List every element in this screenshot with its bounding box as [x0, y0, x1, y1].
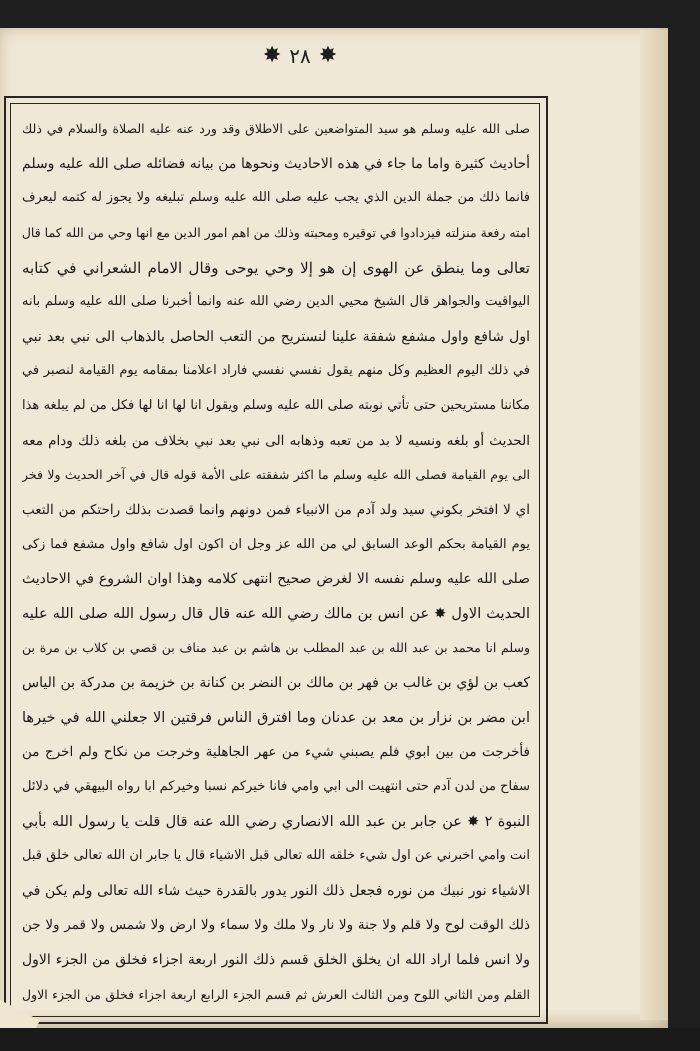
text-line: يوم القيامة بحكم الوعد السابق لي من الله عز وجل ان اكون اول شافع واول مشفع فما زكى	[22, 536, 530, 552]
text-line: انت وامي اخبرني عن اول شيء خلقه الله تعالى قبل الاشياء قال يا جابر ان الله تعالى خلق قبل	[22, 848, 530, 864]
text-line: فأخرجت من بين ابوي فلم يصبني شيء من عهر الجاهلية وخرجت من نكاح ولم اخرج من	[22, 744, 530, 761]
text-block	[22, 112, 530, 1012]
text-line: امته رفعة منزلته فيزدادوا في توقيره ومحبته وذلك من اهم امور الدين مع انها وحي من الله كما قال	[22, 224, 530, 240]
text-line: وسلم انا محمد بن عبد الله بن عبد المطلب بن هاشم بن عبد مناف بن قصي بن كلاب بن مرة بن	[22, 640, 530, 656]
text-line: في ذلك اليوم العظيم وكل منهم يقول نفسي نفسي فاراد اعلامنا بمقامه يوم القيامة لنصبر في	[22, 363, 530, 379]
text-line: القلم ومن الثاني اللوح ومن الثالث العرش ثم قسم الجزء الرابع اربعة اجزاء فخلق من الجزء الاول	[22, 986, 530, 1002]
text-line: النبوة ٢ ✸ عن جابر بن عبد الله الانصاري رضي الله عنه قال قلت يا رسول الله بأبي	[22, 813, 530, 830]
text-line: الحديث أو بلغه ونسيه لا بد من تعبه وذهابه الى نبي بعد نبي بخلاف من بلغه ذلك ودام معه	[22, 432, 530, 449]
text-line: سفاح من لدن آدم حتى انتهيت الى ابي وامي فانا خيركم نسبا وخيركم ابا رواه البيهقي في دلائل	[22, 778, 530, 794]
page-header	[220, 36, 380, 76]
text-line: ولا انس فلما اراد الله ان يخلق الخلق قسم ذلك النور اربعة اجزاء فخلق من الجزء الاول	[22, 952, 530, 968]
text-line: ابن مضر بن نزار بن معد بن عدنان وما افترق الناس فرقتين الا جعلني الله في خيرها	[22, 709, 530, 726]
ornament-left-icon: ✸	[262, 43, 282, 68]
text-line: صلى الله عليه وسلم هو سيد المتواضعين على الاطلاق وقد ورد عنه عليه الصلاة والسلام في ذلك	[22, 121, 530, 136]
text-line: الاشياء نور نبيك من نوره فجعل ذلك النور يدور بالقدرة حيث شاء الله تعالى ولم يكن في	[22, 882, 530, 899]
text-line: اول شافع واول مشفع شفقة علينا لنستريح من التعب الحاصل بالذهاب الى نبي بعد نبي	[22, 328, 530, 345]
text-line: الحديث الاول ✸ عن انس بن مالك رضي الله عنه قال قال رسول الله صلى الله عليه	[22, 605, 530, 622]
text-line: صلى الله عليه وسلم نفسه الا لغرض صحيح انتهى كلامه وهذا اوان الشروع في الاحاديث	[22, 571, 530, 588]
text-line: الى يوم القيامة فصلى الله عليه وسلم ما اكثر شفقته على الأمة قوله قال في آخر الحديث ولا فخر	[22, 467, 530, 483]
text-line: اي لا افتخر بكوني سيد ولد آدم من الانبياء فمن دونهم وانما قصدت بذلك راحتكم من التعب	[22, 501, 530, 518]
text-line: مكاننا مستريحين حتى تأتي نوبته صلى الله عليه وسلم ويقول انا لها انا لها فكل من لم يبلغه هذا	[22, 398, 530, 413]
text-line: فانما ذلك من جملة الدين الذي يجب عليه صلى الله عليه وسلم تبليغه ولا يجوز له كتمه ليعرف	[22, 190, 530, 206]
text-line: أحاديث كثيرة واما ما جاء في هذه الاحاديث ونحوها من بيانه فضائله صلى الله عليه وسلم	[22, 155, 530, 172]
page-edge	[640, 30, 668, 1020]
scan-background	[0, 1028, 700, 1051]
text-line: ذلك الوقت لوح ولا قلم ولا جنة ولا نار ولا ملك ولا سماء ولا ارض ولا شمس ولا قمر ولا جن	[22, 917, 530, 934]
page-number: ٢٨	[289, 44, 311, 68]
text-line: اليواقيت والجواهر قال الشيخ محيي الدين رضي الله عنه وانما أخبرنا صلى الله عليه وسلم بانه	[22, 294, 530, 310]
ornament-right-icon: ✸	[318, 43, 338, 68]
text-line: كعب بن لؤي بن غالب بن فهر بن مالك بن النضر بن كنانة بن خزيمة بن مدركة بن الياس	[22, 675, 530, 691]
text-line: تعالى وما ينطق عن الهوى إن هو إلا وحي يوحى وقال الامام الشعراني في كتابه	[22, 258, 530, 277]
